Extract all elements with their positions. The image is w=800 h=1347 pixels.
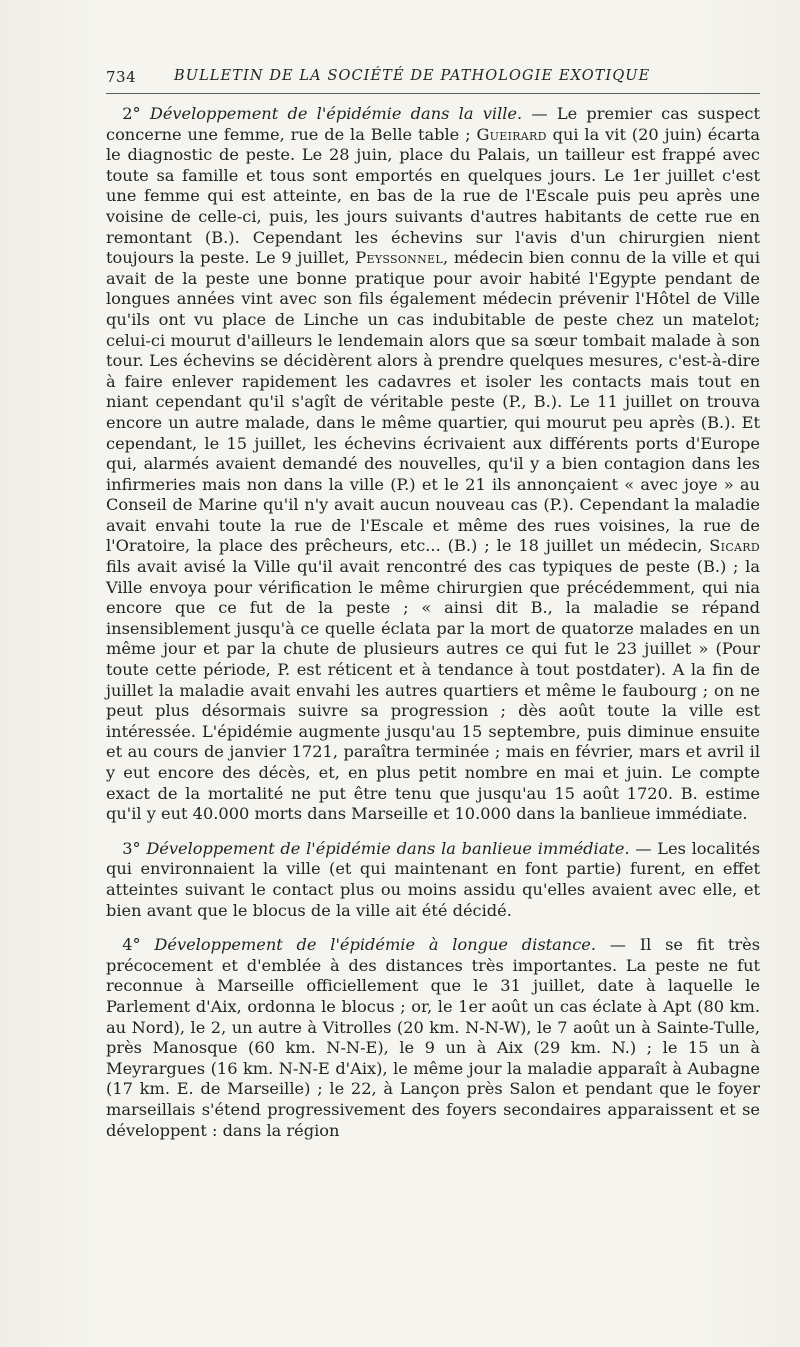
section-2-text-b: qui la vit (20 juin) écarta le diagnostic de peste. Le 28 juin, place du Palais, un tailleur est frappé avec toute sa famille et tous sont emportés en quelques jours. Le 1er juillet c'est une femme qui est atteinte, en bas de la rue de l'Escale puis peu après une voisine de celle-ci, puis, les jours suivants d'autres habitants de cette rue en remontant (B.). Cependant les échevins sur l'avis d'un chirurgien nient toujours la peste. Le 9 juillet, bbox=[106, 124, 760, 268]
section-3-number: 3° bbox=[122, 838, 141, 858]
author-name-gueirard: Gueirard bbox=[476, 124, 547, 144]
section-4-dash: — bbox=[596, 935, 640, 955]
section-3-text: Les localités qui environnaient la ville (et qui maintenant en font partie) furent, en effet atteintes suivant le contact plus ou moins assidu qu'elles avaient avec elle, et bien avant que le blocus de la ville ait été décidé. bbox=[106, 838, 760, 920]
page-number: 734 bbox=[106, 68, 137, 86]
section-3-heading: Développement de l'épidémie dans la banlieue immédiate. bbox=[146, 838, 630, 858]
body-text bbox=[106, 104, 760, 1141]
section-3-dash: — bbox=[629, 838, 658, 858]
section-2-paragraph bbox=[106, 104, 760, 825]
section-2-dash: — bbox=[522, 104, 557, 123]
page-header bbox=[106, 68, 760, 94]
section-4-paragraph bbox=[106, 935, 760, 1141]
section-2-text-a: Le premier cas suspect concerne une femme, rue de la Belle table ; bbox=[106, 104, 761, 144]
section-4-heading: Développement de l'épidémie à longue distance. bbox=[154, 935, 596, 955]
header-rule bbox=[106, 93, 760, 94]
section-2-heading: Développement de l'épidémie dans la ville. bbox=[149, 104, 523, 123]
section-2-text-c: , médecin bien connu de la ville et qui avait de la peste une bonne pratique pour avoir habité l'Egypte pendant de longues années vint avec son fils également médecin prévenir l'Hôtel de Ville qu'ils ont vu place de Linche un cas indubitable de peste chez un matelot; celui-ci mourut d'ailleurs le lendemain alors que sa sœur tombait malade à son tour. Les échevins se décidèrent alors à prendre quelques mesures, c'est-à-dire à faire enlever rapidement les cadavres et isoler les contacts mais tout en niant cependant qu'il s'agît de véritable peste (P., B.). Le 11 juillet on trouva encore un autre malade, dans le même quartier, qui mourut peu après (B.). Et cependant, le 15 juillet, les échevins écrivaient aux différents ports d'Europe qui, alarmés avaient demandé des nouvelles, qu'il y a bien contagion dans les infirmeries mais non dans la ville (P.) et le 21 ils annonçaient « avec joye » au Conseil de Marine qu'il n'y avait aucun nouveau cas (P.). Cependant la maladie avait envahi toute la rue de l'Escale et même des rues voisines, la rue de l'Oratoire, la place des prêcheurs, etc... (B.) ; le 18 juillet un médecin, bbox=[106, 248, 760, 556]
author-name-sicard: Sicard bbox=[709, 536, 760, 556]
section-2-number: 2° bbox=[122, 104, 141, 123]
section-4-number: 4° bbox=[122, 935, 141, 955]
section-3-paragraph bbox=[106, 839, 760, 921]
author-name-peyssonnel: Peyssonnel bbox=[355, 248, 443, 268]
running-title: BULLETIN DE LA SOCIÉTÉ DE PATHOLOGIE EXOTIQUE bbox=[174, 68, 651, 84]
section-4-text: Il se fit très précocement et d'emblée à des distances très importantes. La peste ne fut reconnue à Marseille officiellement que le 31 juillet, date à laquelle le Parlement d'Aix, ordonna le blocus ; or, le 1er août un cas éclate à Apt (80 km. au Nord), le 2, un autre à Vitrolles (20 km. N-N-W), le 7 août un à Sainte-Tulle, près Manosque (60 km. N-N-E), le 9 un à Aix (29 km. N.) ; le 15 un à Meyrargues (16 km. N-N-E d'Aix), le même jour la maladie apparaît à Aubagne (17 km. E. de Marseille) ; le 22, à Lançon près Salon et pendant que le foyer marseillais s'étend progressivement des foyers secondaires apparaissent et se développent : dans la région bbox=[106, 935, 761, 1140]
section-2-text-d: fils avait avisé la Ville qu'il avait rencontré des cas typiques de peste (B.) ; la Ville envoya pour vérification le même chirurgien que précédemment, qui nia encore que ce fut de la peste ; « ainsi dit B., la maladie se répand insensiblement jusqu'à ce quelle éclata par la mort de quatorze malades en un même jour et par la chute de plusieurs autres ce qui fut le 23 juillet » (Pour toute cette période, P. est réticent et à tendance à tout postdater). A la fin de juillet la maladie avait envahi les autres quartiers et même le faubourg ; on ne peut plus désormais suivre sa progression ; dès août toute la ville est intéressée. L'épidémie augmente jusqu'au 15 septembre, puis diminue ensuite et au cours de janvier 1721, paraîtra terminée ; mais en février, mars et avril il y eut encore des décès, et, en plus petit nombre en mai et juin. Le compte exact de la mortalité ne put être tenu que jusqu'au 15 août 1720. B. estime qu'il y eut 40.000 morts dans Marseille et 10.000 dans la banlieue immédiate. bbox=[106, 557, 760, 824]
